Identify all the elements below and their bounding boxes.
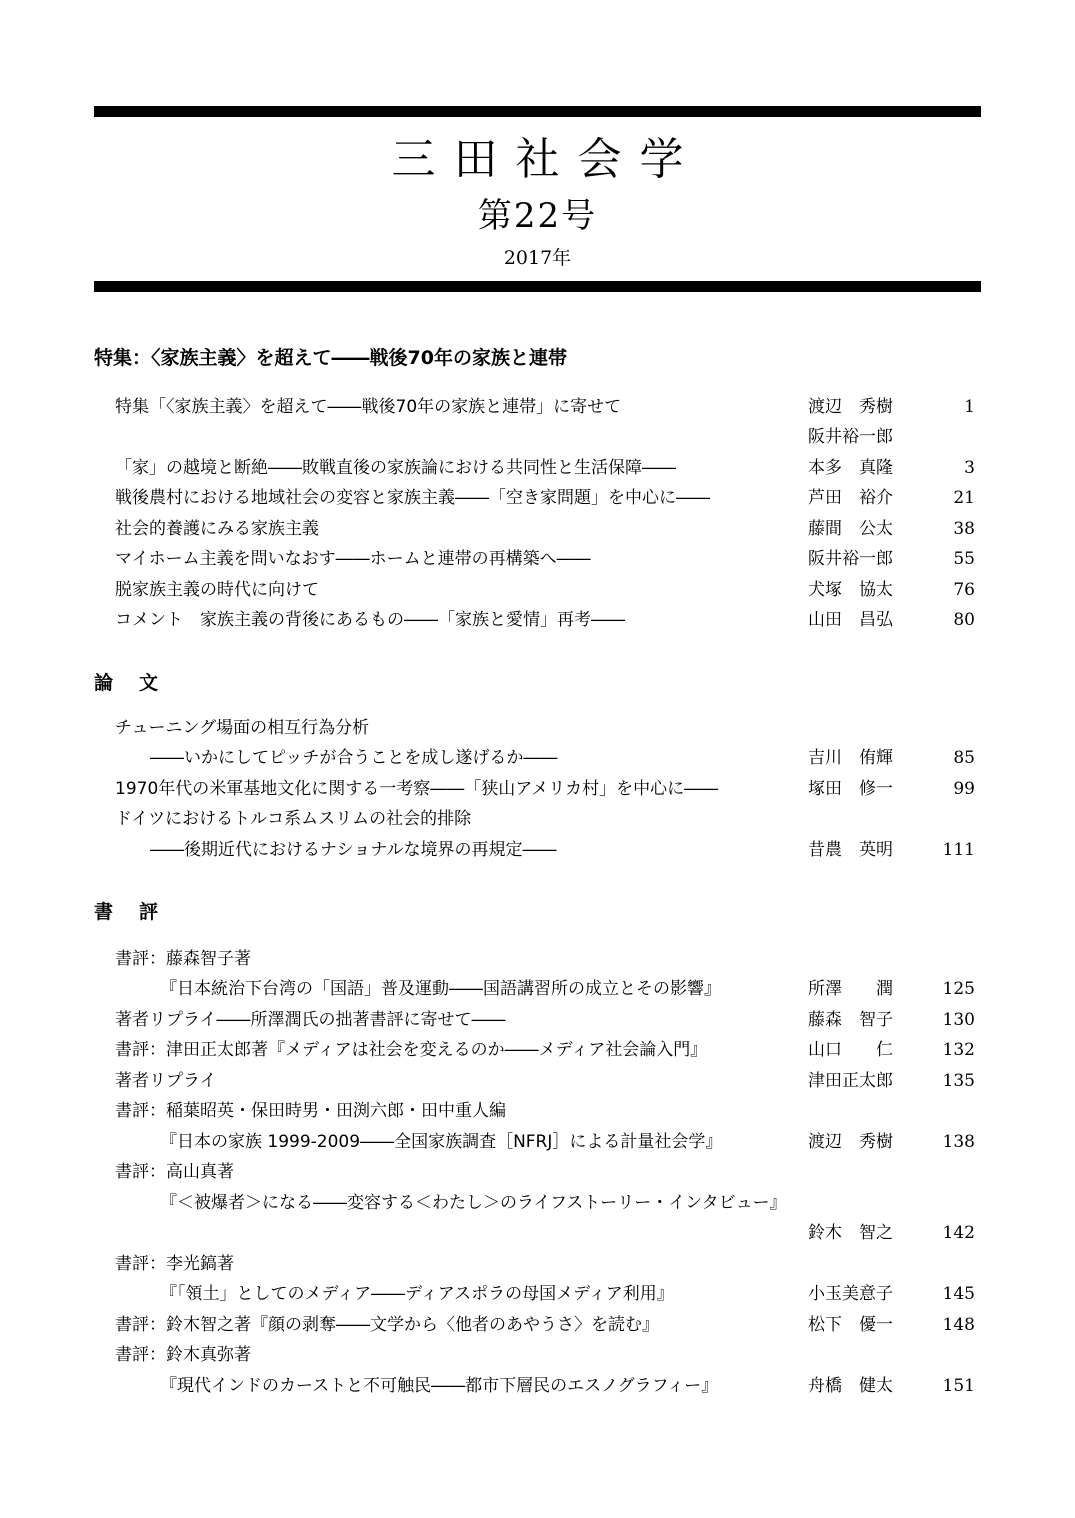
entry-title: 書評：高山真著 <box>115 1162 234 1182</box>
entry-page: 99 <box>953 779 975 799</box>
toc-entry-subtitle[interactable] <box>0 974 1075 1004</box>
top-rule <box>94 106 981 117</box>
entry-page: 1 <box>964 397 975 417</box>
entry-author: 藤間 公太 <box>808 519 893 539</box>
issue-year: 2017年 <box>503 247 572 269</box>
entry-title: コメント 家族主義の背後にあるもの――「家族と愛情」再考―― <box>115 610 625 630</box>
entry-author: 鈴木 智之 <box>808 1223 893 1243</box>
entry-page: 55 <box>953 549 975 569</box>
entry-title: ――いかにしてピッチが合うことを成し遂げるか―― <box>150 748 558 768</box>
toc-entry[interactable] <box>0 514 1075 544</box>
entry-page: 130 <box>942 1010 975 1030</box>
toc-entry[interactable] <box>0 713 1075 743</box>
entry-page: 38 <box>953 519 975 539</box>
entry-title: 1970年代の米軍基地文化に関する一考察――「狭山アメリカ村」を中心に―― <box>115 779 719 799</box>
entry-page: 125 <box>942 979 975 999</box>
entry-author: 津田正太郎 <box>808 1071 893 1091</box>
entry-title: 書評：鈴木智之著『顔の剥奪――文学から〈他者のあやうさ〉を読む』 <box>115 1315 659 1335</box>
entry-author: 山口 仁 <box>808 1040 893 1060</box>
toc-entry[interactable] <box>0 1340 1075 1370</box>
toc-entry[interactable] <box>0 605 1075 635</box>
entry-page: 21 <box>953 488 975 508</box>
entry-title: マイホーム主義を問いなおす――ホームと連帯の再構築へ―― <box>115 549 591 569</box>
toc-entry[interactable] <box>0 1249 1075 1279</box>
entry-title: 戦後農村における地域社会の変容と家族主義――「空き家問題」を中心に―― <box>115 488 710 508</box>
toc-entry[interactable] <box>0 774 1075 804</box>
toc-entry[interactable] <box>0 575 1075 605</box>
toc-entry[interactable] <box>0 544 1075 574</box>
entry-title: 著者リプライ――所澤潤氏の拙著書評に寄せて―― <box>115 1010 506 1030</box>
toc-entry-subtitle[interactable] <box>0 1127 1075 1157</box>
entry-title: 書評：津田正太郎著『メディアは社会を変えるのか――メディア社会論入門』 <box>115 1040 708 1060</box>
entry-author: 山田 昌弘 <box>808 610 893 630</box>
entry-title: チューニング場面の相互行為分析 <box>115 718 370 738</box>
entry-author: 本多 真隆 <box>808 458 893 478</box>
toc-entry[interactable] <box>0 1218 1075 1248</box>
toc-entry-subtitle[interactable] <box>0 1371 1075 1401</box>
toc-entry[interactable] <box>0 1096 1075 1126</box>
entry-author: 小玉美意子 <box>808 1284 893 1304</box>
entry-author: 芦田 裕介 <box>808 488 893 508</box>
entry-title: ドイツにおけるトルコ系ムスリムの社会的排除 <box>115 809 472 829</box>
entry-page: 85 <box>953 748 975 768</box>
toc-entry-subtitle[interactable] <box>0 743 1075 773</box>
entry-page: 142 <box>942 1223 975 1243</box>
journal-title: 三田社会学 <box>391 134 702 185</box>
entry-page: 135 <box>942 1071 975 1091</box>
toc-entry-subtitle[interactable] <box>0 835 1075 865</box>
toc-entry[interactable] <box>0 944 1075 974</box>
toc-entry[interactable] <box>0 1157 1075 1187</box>
entry-title: 著者リプライ <box>115 1071 217 1091</box>
entry-author: 犬塚 協太 <box>808 580 893 600</box>
entry-author: 渡辺 秀樹 <box>808 397 893 417</box>
bottom-rule <box>94 281 981 292</box>
entry-title: 『現代インドのカーストと不可触民――都市下層民のエスノグラフィー』 <box>160 1376 719 1396</box>
entry-page: 148 <box>942 1315 975 1335</box>
entry-author: 舟橋 健太 <box>808 1376 893 1396</box>
toc-entry[interactable] <box>0 392 1075 422</box>
entry-title: ――後期近代におけるナショナルな境界の再規定―― <box>150 840 557 860</box>
entry-author: 吉川 侑輝 <box>808 748 893 768</box>
entry-page: 80 <box>953 610 975 630</box>
entry-author: 所澤 潤 <box>808 979 893 999</box>
entry-title: 社会的養護にみる家族主義 <box>115 519 319 539</box>
entry-page: 76 <box>953 580 975 600</box>
entry-title: 書評：鈴木真弥著 <box>115 1345 251 1365</box>
entry-page: 151 <box>942 1376 975 1396</box>
entry-author: 阪井裕一郎 <box>808 427 893 447</box>
entry-title: 脱家族主義の時代に向けて <box>115 580 319 600</box>
toc-entry[interactable] <box>0 453 1075 483</box>
entry-author: 渡辺 秀樹 <box>808 1132 893 1152</box>
entry-title: 『＜被爆者＞になる――変容する＜わたし＞のライフストーリー・インタビュー』 <box>160 1193 787 1213</box>
toc-entry[interactable] <box>0 1035 1075 1065</box>
section-heading-papers: 論文 <box>94 672 185 694</box>
section-heading-special: 特集：〈家族主義〉を超えて――戦後70年の家族と連帯 <box>94 347 567 369</box>
entry-title: 特集「〈家族主義〉を超えて――戦後70年の家族と連帯」に寄せて <box>115 397 622 417</box>
entry-title: 書評：藤森智子著 <box>115 949 251 969</box>
toc-entry[interactable] <box>0 804 1075 834</box>
entry-author: 昔農 英明 <box>808 840 893 860</box>
toc-entry-subtitle[interactable] <box>0 1188 1075 1218</box>
entry-page: 145 <box>942 1284 975 1304</box>
entry-title: 「家」の越境と断絶――敗戦直後の家族論における共同性と生活保障―― <box>115 458 676 478</box>
entry-author: 阪井裕一郎 <box>808 549 893 569</box>
toc-entry[interactable] <box>0 1066 1075 1096</box>
entry-title: 『「領土」としてのメディア――ディアスポラの母国メディア利用』 <box>160 1284 674 1304</box>
toc-entry[interactable] <box>0 483 1075 513</box>
entry-author: 藤森 智子 <box>808 1010 893 1030</box>
toc-entry[interactable] <box>0 1310 1075 1340</box>
entry-author: 松下 優一 <box>808 1315 893 1335</box>
toc-entry <box>0 422 1075 452</box>
entry-title: 『日本統治下台湾の「国語」普及運動――国語講習所の成立とその影響』 <box>160 979 721 999</box>
entry-page: 132 <box>942 1040 975 1060</box>
entry-title: 書評：李光鎬著 <box>115 1254 234 1274</box>
entry-author: 塚田 修一 <box>808 779 893 799</box>
entry-page: 3 <box>964 458 975 478</box>
entry-title: 『日本の家族 1999-2009――全国家族調査［NFRJ］による計量社会学』 <box>160 1132 723 1152</box>
entry-title: 書評：稲葉昭英・保田時男・田渕六郎・田中重人編 <box>115 1101 506 1121</box>
section-heading-reviews: 書評 <box>94 901 185 923</box>
entry-page: 111 <box>942 840 975 860</box>
toc-entry[interactable] <box>0 1005 1075 1035</box>
entry-page: 138 <box>942 1132 975 1152</box>
issue-number: 第22号 <box>477 196 598 236</box>
toc-entry-subtitle[interactable] <box>0 1279 1075 1309</box>
